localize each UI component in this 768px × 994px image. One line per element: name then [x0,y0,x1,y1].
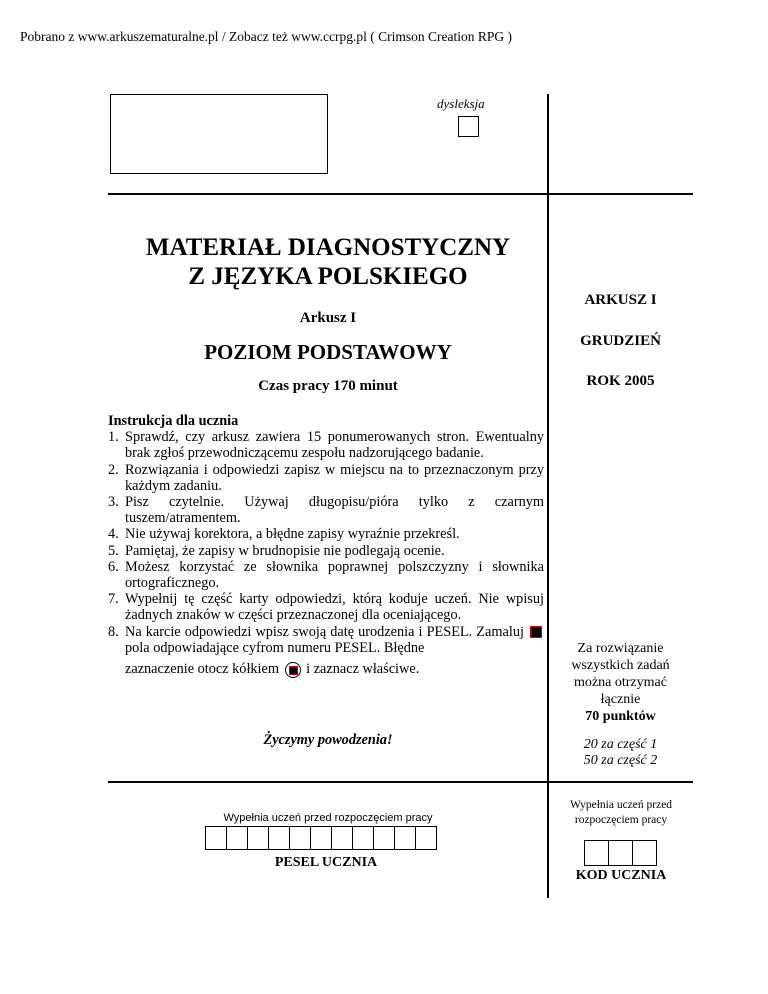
pesel-input-grid[interactable] [206,826,437,850]
instruction-num: 7. [108,591,119,608]
scoring-line: łącznie [600,692,641,707]
scoring-part2: 50 za część 2 [583,753,658,768]
kod-digit-cell[interactable] [584,840,609,866]
instruction-text: Możesz korzystać ze słownika poprawnej polszczyzny i słownika ortograficznego. [125,558,544,592]
scoring-line: Za rozwiązanie [577,641,664,656]
bottom-divider [108,781,693,783]
pesel-digit-cell[interactable] [373,826,395,850]
pesel-digit-cell[interactable] [394,826,416,850]
instruction-text: Rozwiązania i odpowiedzi zapisz w miejscu na to przeznaczonym przy każdym zadaniu. [125,461,544,494]
instruction-num: 3. [108,494,119,511]
kod-title: KOD UCZNIA [575,868,667,883]
instruction-text: Sprawdź, czy arkusz zawiera 15 ponumerowanych stron. Ewentualny brak zgłoś przewodniczącemu zespołu nadzorującego badanie. [125,429,544,462]
pesel-digit-cell[interactable] [205,826,227,850]
instruction-item [108,526,544,542]
scoring-points: 70 punktów [585,709,656,724]
instruction-item [108,624,544,682]
instruction-text: Nie używaj korektora, a błędne zapisy wyraźnie przekreśl. [125,526,460,543]
pesel-digit-cell[interactable] [352,826,374,850]
instruction-num: 6. [108,558,119,575]
instruction-text: pola odpowiadające cyfrom numeru PESEL. Błędne [125,639,425,656]
pesel-digit-cell[interactable] [331,826,353,850]
instruction-text: Pamiętaj, że zapisy w brudnopisie nie podlegają ocenie. [125,542,445,559]
instructions-list [108,429,544,682]
pesel-title: PESEL UCZNIA [274,855,378,870]
instruction-item [108,543,544,559]
pesel-digit-cell[interactable] [289,826,311,850]
instructions-title: Instrukcja dla ucznia [108,413,239,429]
instruction-num: 2. [108,461,119,478]
instruction-num: 5. [108,542,119,559]
instruction-item [108,494,544,526]
pesel-digit-cell[interactable] [247,826,269,850]
scoring-parts [552,737,689,769]
dyslexia-label: dysleksja [437,96,485,111]
instruction-text: zaznaczenie otocz kółkiem [125,661,279,678]
filled-square-icon [530,626,542,638]
scoring-line: można otrzymać [574,675,667,690]
pesel-digit-cell[interactable] [226,826,248,850]
pesel-digit-cell[interactable] [415,826,437,850]
right-month-label: GRUDZIEŃ [580,333,661,349]
pesel-digit-cell[interactable] [310,826,332,850]
instruction-text: Na karcie odpowiedzi wpisz swoją datę urodzenia i PESEL. Zamaluj [125,623,524,640]
scoring-info [552,640,689,725]
kod-digit-cell[interactable] [608,840,633,866]
instruction-text: Wypełnij tę część karty odpowiedzi, którą koduje uczeń. Nie wpisuj żadnych znaków w części przeznaczonej dla oceniającego. [125,591,544,624]
instruction-num: 4. [108,526,119,543]
instruction-item [108,429,544,461]
right-sheet-label: ARKUSZ I [584,292,657,308]
school-stamp-box [110,94,328,174]
time-label: Czas pracy 170 minut [258,378,398,394]
dyslexia-checkbox[interactable] [458,116,479,137]
instruction-num: 1. [108,429,119,446]
kod-input-grid[interactable] [585,840,657,866]
instruction-text: Pisz czytelnie. Używaj długopisu/pióra tylko z czarnym tuszem/atramentem. [125,494,544,527]
pesel-digit-cell[interactable] [268,826,290,850]
kod-digit-cell[interactable] [632,840,657,866]
scoring-part1: 20 za część 1 [583,737,658,752]
source-header: Pobrano z www.arkuszematuralne.pl / Zobacz też www.ccrpg.pl ( Crimson Creation RPG ) [20,29,512,44]
top-divider [108,193,693,195]
instruction-num: 8. [108,623,119,640]
instruction-text: i zaznacz właściwe. [306,661,420,678]
instructions [108,413,544,682]
right-year-label: ROK 2005 [586,373,655,389]
instruction-item [108,591,544,623]
instruction-item [108,559,544,591]
exam-title-line1: MATERIAŁ DIAGNOSTYCZNY [145,234,511,261]
level-label: POZIOM PODSTAWOWY [204,340,452,364]
vertical-divider [547,94,549,898]
pesel-fill-label: Wypełnia uczeń przed rozpoczęciem pracy [223,812,433,824]
kod-fill-label: Wypełnia uczeń przed rozpoczęciem pracy [569,799,673,826]
exam-title-line2: Z JĘZYKA POLSKIEGO [188,263,468,290]
good-luck-wish: Życzymy powodzenia! [263,732,393,748]
instruction-item [108,462,544,494]
sheet-label: Arkusz I [299,310,357,326]
scoring-line: wszystkich zadań [571,658,670,673]
circled-square-icon [285,662,301,678]
exam-title [108,233,548,291]
